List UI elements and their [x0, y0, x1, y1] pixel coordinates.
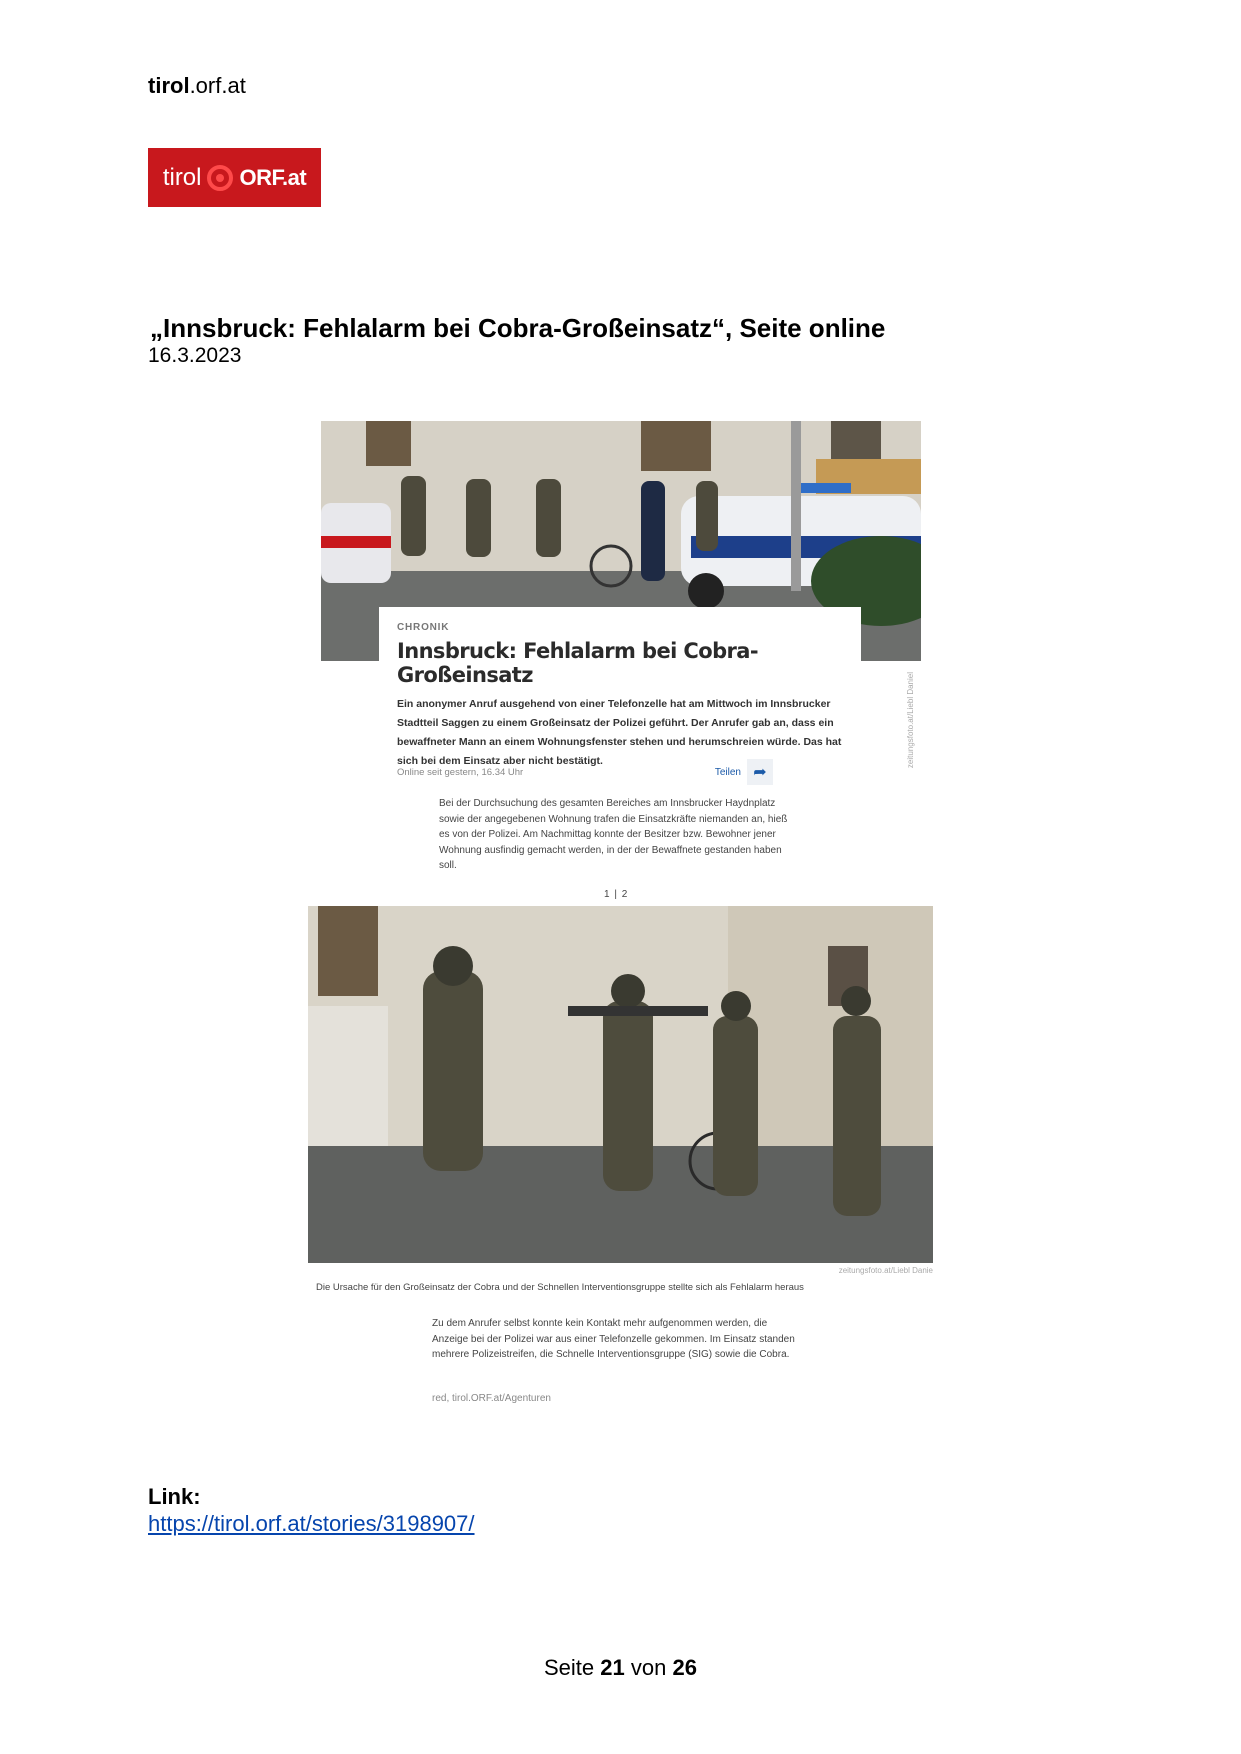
article-gallery-photo — [308, 906, 933, 1263]
article-category: CHRONIK — [397, 622, 450, 633]
footer-prefix: Seite — [544, 1655, 595, 1680]
article-online-since: Online seit gestern, 16.34 Uhr — [397, 767, 524, 778]
article-link[interactable]: https://tirol.orf.at/stories/3198907/ — [148, 1511, 475, 1536]
document-date: 16.3.2023 — [148, 344, 242, 367]
photo-caption: Die Ursache für den Großeinsatz der Cobra und der Schnellen Interventionsgruppe stellte sich als Fehlalarm heraus — [316, 1282, 804, 1293]
site-header-rest: .orf.at — [189, 73, 246, 98]
page-footer — [0, 1655, 1241, 1681]
footer-middle: von — [630, 1655, 667, 1680]
site-header — [148, 73, 246, 99]
footer-page-number: 21 — [600, 1655, 625, 1680]
gallery-pager[interactable]: 1 | 2 — [604, 889, 629, 900]
article-card — [379, 607, 861, 789]
footer-total-pages: 26 — [672, 1655, 697, 1680]
site-header-bold: tirol — [148, 73, 190, 98]
photo1-credit: zeitungsfoto.at/Liebl Daniel — [906, 672, 915, 769]
orf-ring-icon — [207, 165, 233, 191]
share-arrow-icon: ➦ — [747, 759, 773, 785]
article-paragraph-2: Zu dem Anrufer selbst konnte kein Kontakt mehr aufgenommen werden, die Anzeige bei der Polizei war aus einer Telefonzelle gekommen. Im Einsatz standen mehrere Polizeistreifen, die Schnelle Interventionsgruppe (SIG) sowie die Cobra. — [432, 1318, 795, 1360]
article-source: red, tirol.ORF.at/Agenturen — [432, 1393, 551, 1404]
share-label: Teilen — [714, 766, 741, 778]
logo-word-tirol: tirol — [162, 163, 202, 191]
photo2-credit: zeitungsfoto.at/Liebl Danie — [838, 1266, 933, 1275]
share-button[interactable] — [715, 759, 773, 785]
article-lead: Ein anonymer Anruf ausgehend von einer Telefonzelle hat am Mittwoch im Innsbrucker Stadtteil Saggen zu einem Großeinsatz der Polizei geführt. Der Anrufer gab an, dass ein bewaffneter Mann an einem Wohnungsfenster stehen und herumschreien würde. Das hat sich bei dem Einsatz aber nicht bestätigt. — [397, 698, 842, 767]
link-label: Link: — [148, 1484, 201, 1509]
article-paragraph-1: Bei der Durchsuchung des gesamten Bereiches am Innsbrucker Haydnplatz sowie der angegebenen Wohnung trafen die Einsatzkräfte niemanden an, hieß es von der Polizei. Am Nachmittag konnte der Besitzer bzw. Bewohner jener Wohnung ausfindig gemacht werden, in der der Bewaffnete gestanden haben soll. — [439, 798, 788, 871]
orf-logo — [148, 148, 321, 207]
article-headline: Innsbruck: Fehlalarm bei Cobra-Großeinsatz — [397, 639, 758, 687]
document-title: „Innsbruck: Fehlalarm bei Cobra-Großeinsatz“, Seite online — [150, 313, 886, 343]
logo-word-orf: ORF.at — [239, 164, 307, 190]
